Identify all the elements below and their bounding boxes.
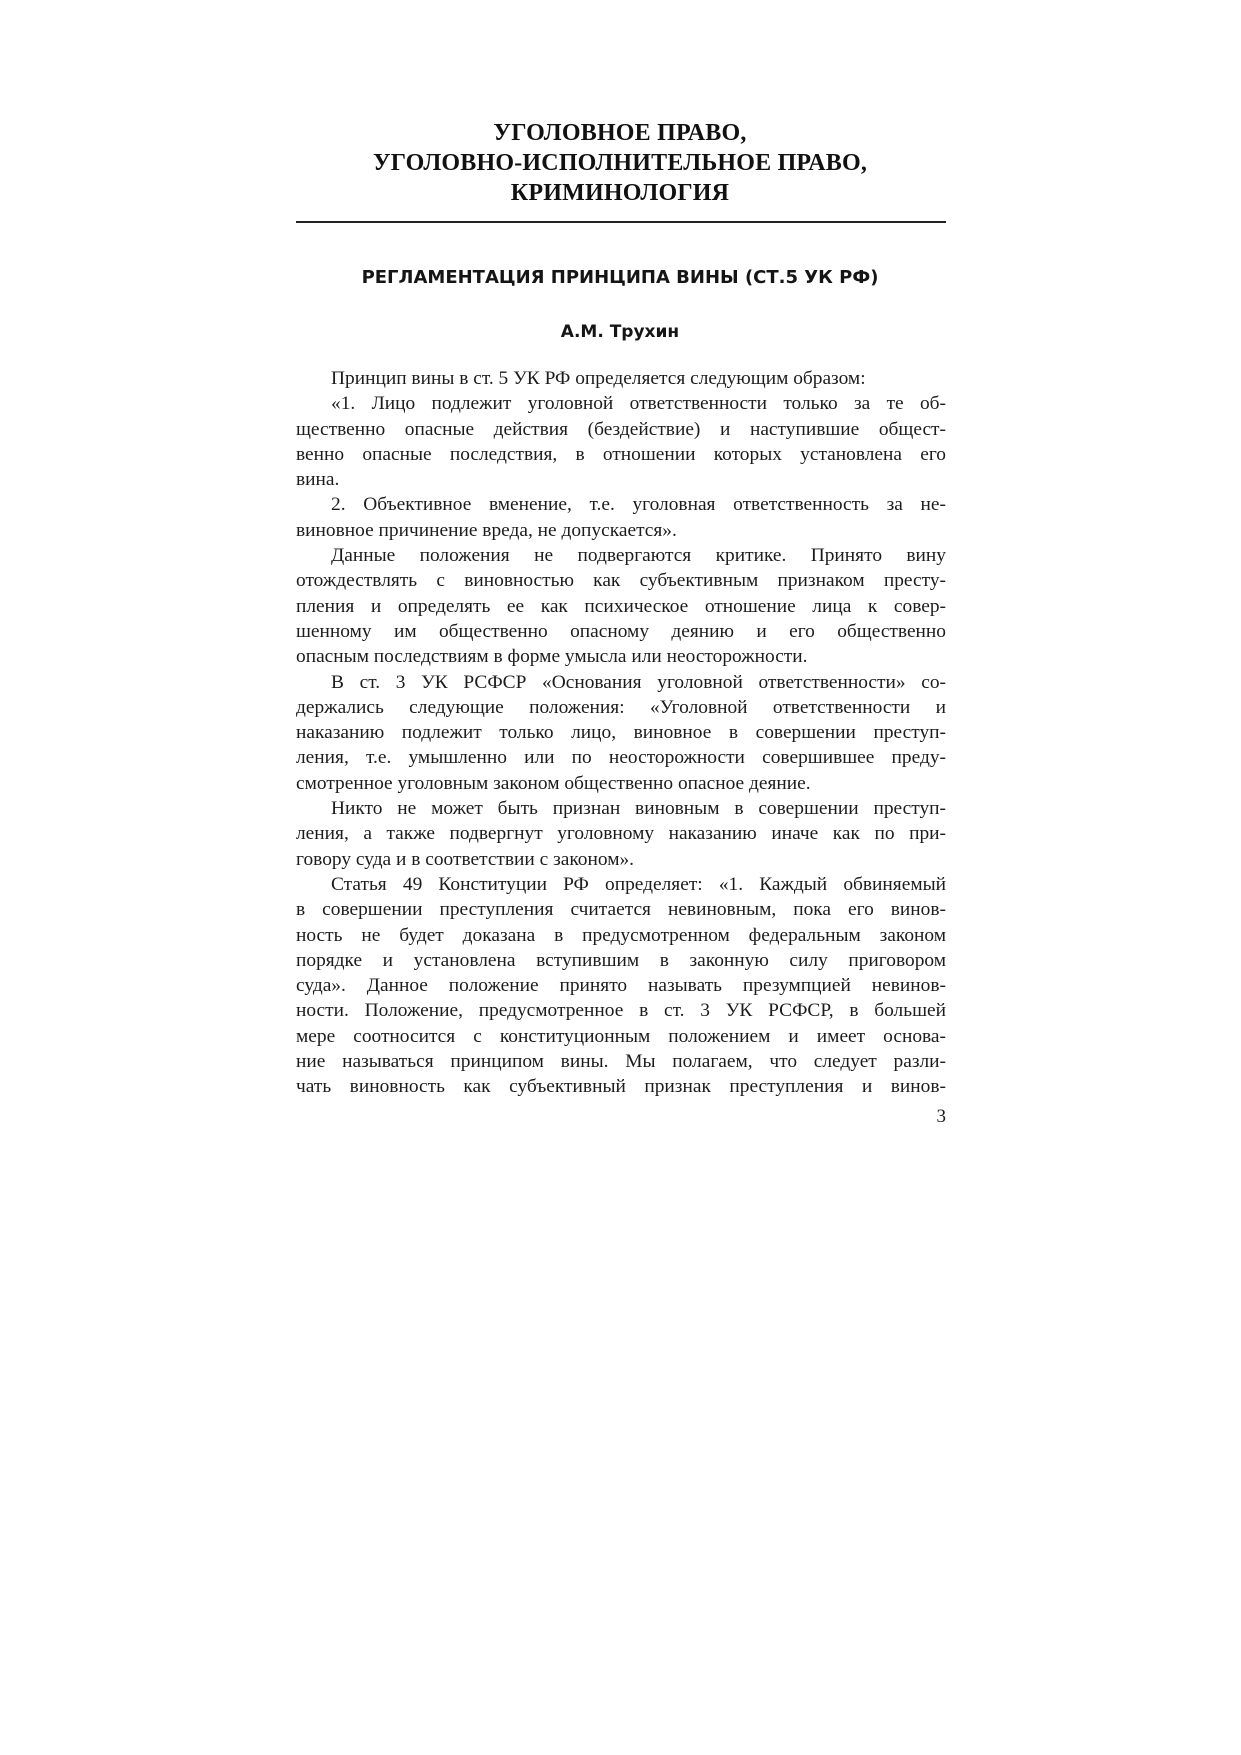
text-line: В ст. 3 УК РСФСР «Основания уголовной ответственности» со- xyxy=(331,671,946,693)
text-line: ность не будет доказана в предусмотренном федеральным законом xyxy=(296,924,946,946)
text-line: пления и определять ее как психическое отношение лица к совер- xyxy=(296,595,946,617)
text-line: порядке и установлена вступившим в законную силу приговором xyxy=(296,949,946,971)
text-line: держались следующие положения: «Уголовной ответственности и xyxy=(296,696,946,718)
text-line: отождествлять с виновностью как субъективным признаком престу- xyxy=(296,570,946,592)
text-line: Принцип вины в ст. 5 УК РФ определяется следующим образом: xyxy=(331,368,866,389)
text-line: ние называться принципом вины. Мы полагаем, что следует разли- xyxy=(296,1051,946,1073)
section-heading-line: УГОЛОВНОЕ ПРАВО, xyxy=(493,120,747,146)
section-divider xyxy=(296,221,946,223)
text-line: опасным последствиям в форме умысла или неосторожности. xyxy=(296,646,808,668)
text-line: мере соотносится с конституционным положением и имеет основа- xyxy=(296,1025,946,1047)
text-line: в совершении преступления считается невиновным, пока его винов- xyxy=(296,899,946,921)
text-line: ления, т.е. умышленно или по неосторожности совершившее преду- xyxy=(296,747,946,769)
page-number: 3 xyxy=(936,1106,946,1127)
article-body xyxy=(296,366,946,1100)
text-line: говору суда и в соответствии с законом». xyxy=(296,848,635,870)
text-line: венно опасные последствия, в отношении которых установлена его xyxy=(296,443,946,465)
text-line: виновное причинение вреда, не допускается». xyxy=(296,519,677,541)
text-line: ности. Положение, предусмотренное в ст. 3 УК РСФСР, в большей xyxy=(296,1000,946,1022)
text-line: щественно опасные действия (бездействие) и наступившие общест- xyxy=(296,418,946,440)
text-line: ления, а также подвергнут уголовному наказанию иначе как по при- xyxy=(296,823,946,845)
text-line: 2. Объективное вменение, т.е. уголовная ответственность за не- xyxy=(331,494,946,516)
section-heading-line: УГОЛОВНО-ИСПОЛНИТЕЛЬНОЕ ПРАВО, xyxy=(372,150,868,176)
text-line: Никто не может быть признан виновным в совершении преступ- xyxy=(331,798,946,820)
text-line: суда». Данное положение принято называть презумпцией невинов- xyxy=(296,975,946,997)
text-line: шенному им общественно опасному деянию и его общественно xyxy=(296,620,946,642)
article-title: РЕГЛАМЕНТАЦИЯ ПРИНЦИПА ВИНЫ (СТ.5 УК РФ) xyxy=(361,267,879,288)
text-line: «1. Лицо подлежит уголовной ответственности только за те об- xyxy=(331,393,946,415)
section-heading-line: КРИМИНОЛОГИЯ xyxy=(510,180,730,206)
text-line: вина. xyxy=(296,469,340,491)
text-line: смотренное уголовным законом общественно опасное деяние. xyxy=(296,772,811,794)
text-line: наказанию подлежит только лицо, виновное в совершении преступ- xyxy=(296,722,946,744)
text-line: Данные положения не подвергаются критике. Принято вину xyxy=(331,545,946,567)
article-author: А.М. Трухин xyxy=(560,322,680,342)
text-line: чать виновность как субъективный признак преступления и винов- xyxy=(296,1076,946,1098)
text-line: Статья 49 Конституции РФ определяет: «1. Каждый обвиняемый xyxy=(331,873,946,895)
section-heading xyxy=(295,118,945,208)
